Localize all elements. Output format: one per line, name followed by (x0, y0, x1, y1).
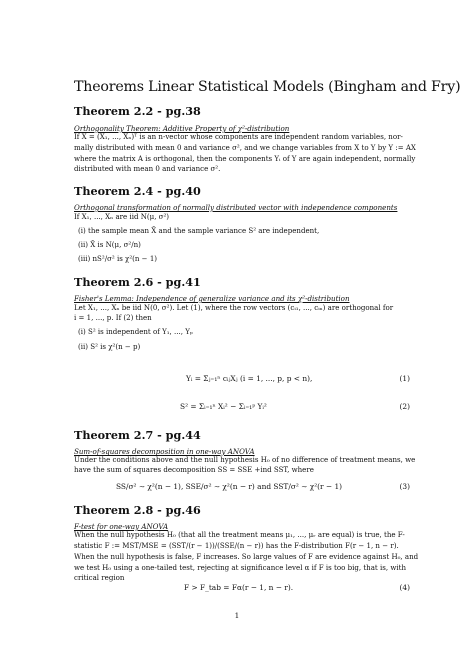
equation: F > F_tab = Fα(r − 1, n − r). (184, 583, 294, 592)
theorem-subtitle: Orthogonal transformation of normally distributed vector with independence components (74, 203, 398, 212)
theorem-subtitle: Sum-of-squares decomposition in one-way ANOVA (74, 447, 255, 456)
paragraph-line: i = 1, ..., p. If (2) then (74, 313, 152, 322)
equation-number: (3) (399, 482, 410, 491)
paragraph-line: Under the conditions above and the null hypothesis H₀ of no difference of treatment means, we (74, 455, 416, 464)
paragraph-line: distributed with mean 0 and variance σ². (74, 164, 221, 173)
paragraph-line: When the null hypothesis H₀ (that all the treatment means μ₁, ..., μᵣ are equal) is true, the F- (74, 530, 405, 539)
paragraph-line: mally distributed with mean 0 and variance σ², and we change variables from X to Y by Y := AX (74, 143, 416, 152)
equation: Yᵢ = Σⱼ₌₁ⁿ cᵢⱼXⱼ (i = 1, ..., p, p < n), (186, 374, 313, 383)
theorem-heading: Theorem 2.6 - pg.41 (74, 275, 201, 289)
document-title: Theorems Linear Statistical Models (Bingham and Fry) (74, 79, 461, 95)
page-number: 1 (234, 611, 240, 620)
equation: SS/σ² ∼ χ²(n − 1), SSE/σ² ∼ χ²(n − r) and SST/σ² ∼ χ²(r − 1) (116, 482, 343, 491)
equation-number: (4) (399, 583, 410, 592)
theorem-subtitle: Orthogonality Theorem: Additive Property of χ²-distribution (74, 124, 290, 133)
equation-number: (2) (399, 402, 410, 411)
paragraph-line: critical region (74, 573, 125, 582)
paragraph-line: where the matrix A is orthogonal, then the components Yᵢ of Y are again independent, normally (74, 154, 416, 163)
paragraph-line: If X = (X₁, ..., Xₙ)ᵀ is an n-vector whose components are independent random variables, nor- (74, 132, 403, 141)
paragraph-line: If X₁, ..., Xₙ are iid N(μ, σ²) (74, 212, 170, 221)
list-item: (i) the sample mean X̄ and the sample variance S² are independent, (78, 226, 320, 235)
theorem-subtitle: F-test for one-way ANOVA (74, 522, 169, 531)
theorem-subtitle: Fisher's Lemma: Independence of generalize variance and its χ²-distribution (74, 294, 350, 303)
paragraph-line: statistic F := MST/MSE = (SST/(r − 1))/(SSE/(n − r)) has the F-distribution F(r − 1, n − r). (74, 541, 399, 550)
list-item: (ii) S² is χ²(n − p) (78, 342, 141, 351)
equation-number: (1) (399, 374, 410, 383)
theorem-heading: Theorem 2.8 - pg.46 (74, 503, 201, 517)
theorem-heading: Theorem 2.4 - pg.40 (74, 184, 201, 198)
theorem-heading: Theorem 2.7 - pg.44 (74, 428, 201, 442)
paragraph-line: we test H₀ using a one-tailed test, rejecting at significance level α if F is too big, that is, with (74, 563, 406, 572)
paragraph-line: Let X₁, ..., Xₙ be iid N(0, σ²). Let (1), where the row vectors (cᵢ₁, ..., cᵢₙ) are orthogonal for (74, 303, 394, 312)
list-item: (i) S² is independent of Y₁, ..., Yₚ (78, 327, 193, 336)
equation: S² = Σᵢ₌₁ⁿ Xᵢ² − Σᵢ₌₁ᵖ Yᵢ² (180, 402, 267, 411)
paragraph-line: When the null hypothesis is false, F increases. So large values of F are evidence against H₀, and (74, 552, 419, 561)
paragraph-line: have the sum of squares decomposition SS = SSE +ind SST, where (74, 465, 314, 474)
list-item: (iii) nS²/σ² is χ²(n − 1) (78, 254, 158, 263)
list-item: (ii) X̄ is N(μ, σ²/n) (78, 240, 141, 249)
theorem-heading: Theorem 2.2 - pg.38 (74, 104, 201, 118)
